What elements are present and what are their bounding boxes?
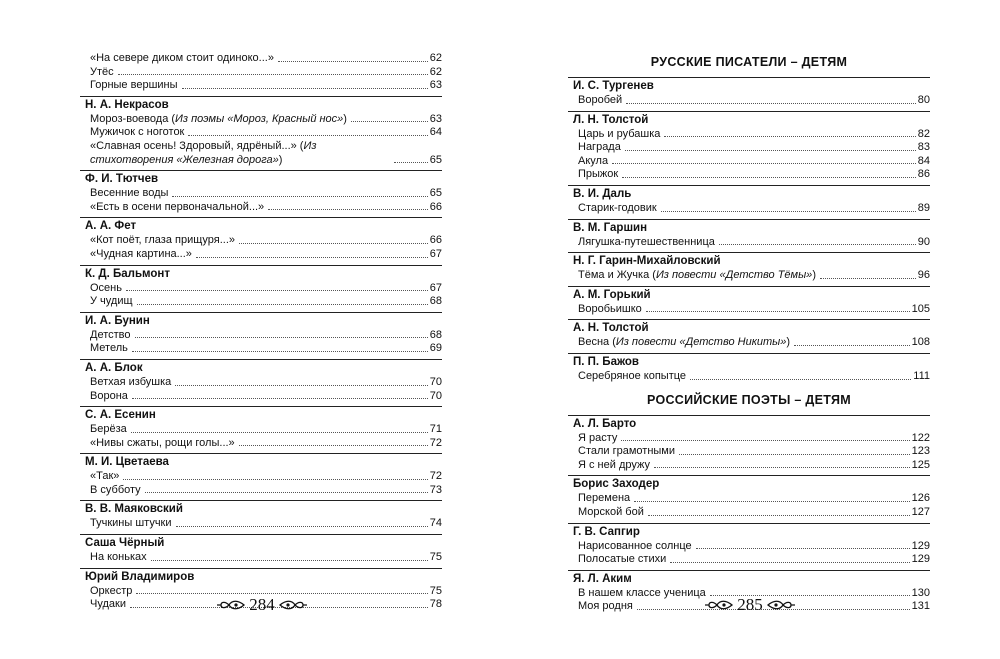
toc-entry bbox=[568, 459, 930, 473]
dot-leader bbox=[196, 257, 428, 258]
entry-page-number: 73 bbox=[429, 483, 442, 496]
author-name: А. А. Блок bbox=[80, 359, 442, 376]
entry-title: Нарисованное солнце bbox=[578, 539, 692, 552]
author-name: П. П. Бажов bbox=[568, 353, 930, 370]
toc-entry bbox=[80, 126, 442, 140]
dot-leader bbox=[268, 209, 428, 210]
entry-title bbox=[90, 140, 390, 167]
author-name: Л. Н. Толстой bbox=[568, 111, 930, 128]
toc-entry bbox=[80, 423, 442, 437]
entry-page-number: 65 bbox=[429, 153, 442, 166]
entry-title: «Нивы сжаты, рощи голы...» bbox=[90, 436, 235, 449]
dot-leader bbox=[794, 345, 910, 346]
entry-page-number: 123 bbox=[911, 445, 930, 458]
entry-title: Я расту bbox=[578, 431, 618, 444]
entry-page-number: 67 bbox=[429, 281, 442, 294]
dot-leader bbox=[626, 103, 916, 104]
entry-page-number: 83 bbox=[917, 141, 930, 154]
entry-page-number: 62 bbox=[429, 65, 442, 78]
entry-page-number: 70 bbox=[429, 375, 442, 388]
entry-title: Весенние воды bbox=[90, 187, 169, 200]
dot-leader bbox=[625, 150, 916, 151]
section-heading: РОССИЙСКИЕ ПОЭТЫ – ДЕТЯМ bbox=[646, 392, 852, 407]
dot-leader bbox=[394, 162, 428, 163]
author-name: А. Л. Барто bbox=[568, 415, 930, 432]
dot-leader bbox=[239, 445, 428, 446]
author-name: Саша Чёрный bbox=[80, 534, 442, 551]
entry-title-part: ) bbox=[786, 336, 791, 349]
entry-title-part: ) bbox=[343, 112, 347, 125]
author-block bbox=[80, 50, 442, 93]
author-block bbox=[568, 252, 930, 283]
toc-entry bbox=[568, 155, 930, 169]
entry-title bbox=[90, 113, 347, 127]
entry-title: В нашем классе ученица bbox=[578, 586, 706, 599]
dot-leader bbox=[137, 304, 428, 305]
entry-title: В субботу bbox=[90, 483, 141, 496]
toc-entry bbox=[568, 370, 930, 384]
dot-leader bbox=[719, 244, 916, 245]
dot-leader bbox=[172, 196, 427, 197]
toc-entry bbox=[568, 94, 930, 108]
dot-leader bbox=[176, 526, 428, 527]
entry-page-number: 127 bbox=[911, 505, 930, 518]
entry-page-number: 71 bbox=[429, 423, 442, 436]
entry-page-number: 68 bbox=[429, 328, 442, 341]
entry-title-part: ) bbox=[812, 269, 816, 282]
entry-title: Морской бой bbox=[578, 505, 644, 518]
dot-leader bbox=[132, 398, 428, 399]
entry-title-part: Весна ( bbox=[578, 336, 616, 349]
toc-entry bbox=[568, 168, 930, 182]
toc-entry bbox=[80, 66, 442, 80]
entry-title: Стали грамотными bbox=[578, 445, 676, 458]
entry-page-number: 108 bbox=[911, 336, 930, 349]
toc-entry bbox=[80, 201, 442, 215]
toc-entry bbox=[568, 553, 930, 567]
toc-entry bbox=[80, 187, 442, 201]
entry-title: Осень bbox=[90, 281, 122, 294]
dot-leader bbox=[132, 351, 428, 352]
entry-source-italic: Из поэмы «Мороз, Красный нос» bbox=[175, 112, 344, 125]
author-block bbox=[80, 96, 442, 167]
entry-title: «Так» bbox=[90, 470, 120, 483]
entry-title: Оркестр bbox=[90, 584, 133, 597]
dot-leader bbox=[621, 440, 909, 441]
entry-title-part: Тёма и Жучка ( bbox=[578, 269, 656, 282]
author-block bbox=[80, 217, 442, 261]
dot-leader bbox=[661, 211, 916, 212]
toc-entry bbox=[568, 303, 930, 317]
entry-title: Ворона bbox=[90, 389, 128, 402]
author-block bbox=[568, 319, 930, 350]
toc-entry bbox=[568, 236, 930, 250]
dot-leader bbox=[131, 432, 428, 433]
toc-entry bbox=[568, 202, 930, 216]
author-name: Н. А. Некрасов bbox=[80, 96, 442, 113]
dot-leader bbox=[820, 278, 916, 279]
toc-entry bbox=[568, 492, 930, 506]
author-name: А. М. Горький bbox=[568, 286, 930, 303]
entry-page-number: 68 bbox=[429, 295, 442, 308]
entry-title: Горные вершины bbox=[90, 79, 178, 92]
author-block bbox=[80, 170, 442, 214]
section-heading: РУССКИЕ ПИСАТЕЛИ – ДЕТЯМ bbox=[650, 55, 848, 69]
ornament-left-icon bbox=[216, 598, 246, 612]
author-block bbox=[80, 500, 442, 531]
toc-entry bbox=[80, 52, 442, 66]
author-name: Я. Л. Аким bbox=[568, 570, 930, 587]
entry-page-number: 72 bbox=[429, 470, 442, 483]
entry-title: У чудищ bbox=[90, 295, 133, 308]
entry-page-number: 75 bbox=[429, 584, 442, 597]
dot-leader bbox=[634, 501, 910, 502]
toc-entry bbox=[80, 79, 442, 93]
author-block bbox=[80, 312, 442, 356]
dot-leader bbox=[654, 467, 910, 468]
toc-entry bbox=[568, 269, 930, 283]
entry-title-part: ) bbox=[278, 153, 283, 166]
entry-title: Серебряное копытце bbox=[578, 369, 687, 382]
author-block bbox=[80, 359, 442, 403]
page-number: 285 bbox=[737, 595, 763, 614]
entry-page-number: 78 bbox=[429, 598, 442, 611]
dot-leader bbox=[175, 385, 427, 386]
entry-page-number: 63 bbox=[429, 112, 442, 125]
author-block bbox=[568, 475, 930, 519]
entry-title: Царь и рубашка bbox=[578, 127, 661, 140]
author-name: Г. В. Сапгир bbox=[568, 523, 930, 540]
entry-page-number: 69 bbox=[429, 342, 442, 355]
author-block bbox=[568, 111, 930, 182]
author-name: В. М. Гаршин bbox=[568, 219, 930, 236]
entry-title: Берёза bbox=[90, 423, 127, 436]
entry-page-number: 74 bbox=[429, 517, 442, 530]
entry-title: Чудаки bbox=[90, 598, 126, 611]
entry-page-number: 75 bbox=[429, 551, 442, 564]
toc-entry bbox=[80, 113, 442, 127]
ornament-right-icon bbox=[766, 598, 796, 612]
entry-source-italic: Из повести «Детство Тёмы» bbox=[655, 269, 813, 282]
entry-source-italic: Из стихотворения «Железная дорога» bbox=[90, 139, 317, 166]
toc-entry bbox=[80, 470, 442, 484]
toc-entry bbox=[568, 141, 930, 155]
left-page-folio bbox=[212, 594, 312, 616]
dot-leader bbox=[648, 515, 910, 516]
toc-entry bbox=[80, 376, 442, 390]
author-name: Н. Г. Гарин-Михайловский bbox=[568, 252, 930, 269]
toc-entry bbox=[80, 140, 442, 167]
entry-source-italic: Из повести «Детство Никиты» bbox=[615, 336, 787, 349]
entry-title: Перемена bbox=[578, 492, 631, 505]
author-block bbox=[80, 406, 442, 450]
entry-title: Я с ней дружу bbox=[578, 458, 650, 471]
toc-entry bbox=[568, 445, 930, 459]
dot-leader bbox=[151, 560, 428, 561]
entry-page-number: 70 bbox=[429, 389, 442, 402]
entry-title: На коньках bbox=[90, 551, 147, 564]
author-block bbox=[568, 185, 930, 216]
entry-page-number: 84 bbox=[917, 154, 930, 167]
entry-title: «Чудная картина...» bbox=[90, 247, 192, 260]
entry-page-number: 82 bbox=[917, 127, 930, 140]
dot-leader bbox=[182, 88, 428, 89]
right-page-folio bbox=[700, 594, 800, 616]
dot-leader bbox=[135, 337, 428, 338]
entry-page-number: 129 bbox=[911, 539, 930, 552]
ornament-left-icon bbox=[704, 598, 734, 612]
entry-title bbox=[578, 269, 816, 283]
entry-page-number: 90 bbox=[917, 235, 930, 248]
entry-title: Награда bbox=[578, 141, 621, 154]
entry-page-number: 72 bbox=[429, 436, 442, 449]
entry-title: Детство bbox=[90, 328, 131, 341]
author-name: В. В. Маяковский bbox=[80, 500, 442, 517]
toc-entry bbox=[568, 336, 930, 350]
dot-leader bbox=[696, 548, 910, 549]
toc-entry bbox=[80, 248, 442, 262]
dot-leader bbox=[664, 136, 915, 137]
entry-page-number: 130 bbox=[911, 586, 930, 599]
entry-title: Утёс bbox=[90, 65, 114, 78]
author-block bbox=[568, 219, 930, 250]
entry-page-number: 125 bbox=[911, 458, 930, 471]
entry-title: Воробьишко bbox=[578, 302, 642, 315]
dot-leader bbox=[679, 454, 910, 455]
dot-leader bbox=[351, 121, 428, 122]
dot-leader bbox=[670, 562, 909, 563]
entry-title: Моя родня bbox=[578, 600, 633, 613]
ornament-right-icon bbox=[278, 598, 308, 612]
author-name: А. А. Фет bbox=[80, 217, 442, 234]
toc-entry bbox=[80, 329, 442, 343]
toc-entry bbox=[568, 128, 930, 142]
entry-page-number: 96 bbox=[917, 269, 930, 282]
toc-entry bbox=[568, 506, 930, 520]
author-name: Юрий Владимиров bbox=[80, 568, 442, 585]
entry-title: «Кот поёт, глаза прищуря...» bbox=[90, 234, 236, 247]
toc-entry bbox=[80, 517, 442, 531]
entry-page-number: 63 bbox=[429, 79, 442, 92]
entry-title: Полосатые стихи bbox=[578, 553, 667, 566]
page-number: 284 bbox=[249, 595, 275, 614]
entry-title: Мужичок с ноготок bbox=[90, 126, 185, 139]
author-name: М. И. Цветаева bbox=[80, 453, 442, 470]
entry-page-number: 64 bbox=[429, 126, 442, 139]
author-block bbox=[80, 534, 442, 565]
author-block bbox=[80, 265, 442, 309]
author-name: Борис Заходер bbox=[568, 475, 930, 492]
author-name: К. Д. Бальмонт bbox=[80, 265, 442, 282]
toc-entry bbox=[80, 437, 442, 451]
entry-page-number: 129 bbox=[911, 553, 930, 566]
dot-leader bbox=[612, 163, 916, 164]
entry-page-number: 80 bbox=[917, 94, 930, 106]
author-block bbox=[568, 286, 930, 317]
entry-page-number: 89 bbox=[917, 201, 930, 214]
entry-title-part: Мороз-воевода ( bbox=[90, 112, 176, 125]
author-name: И. А. Бунин bbox=[80, 312, 442, 329]
toc-entry bbox=[568, 432, 930, 446]
entry-title: Прыжок bbox=[578, 168, 619, 181]
entry-title bbox=[578, 336, 790, 350]
toc-entry bbox=[80, 282, 442, 296]
dot-leader bbox=[239, 243, 428, 244]
entry-title: Ветхая избушка bbox=[90, 375, 172, 388]
entry-page-number: 65 bbox=[429, 187, 442, 200]
author-block bbox=[568, 523, 930, 567]
dot-leader bbox=[278, 61, 428, 62]
toc-entry bbox=[80, 295, 442, 309]
right-page-contents bbox=[568, 50, 930, 617]
dot-leader bbox=[622, 177, 916, 178]
entry-page-number: 126 bbox=[911, 492, 930, 505]
entry-page-number: 111 bbox=[913, 369, 930, 382]
author-block bbox=[568, 415, 930, 473]
toc-entry bbox=[80, 234, 442, 248]
dot-leader bbox=[123, 479, 427, 480]
author-block bbox=[568, 77, 930, 108]
entry-title: «Есть в осени первоначальной...» bbox=[90, 200, 265, 213]
entry-title-part: «Славная осень! Здоровый, ядрёный...» ( bbox=[90, 139, 304, 152]
toc-entry bbox=[80, 342, 442, 356]
entry-page-number: 86 bbox=[917, 168, 930, 181]
entry-title: Старик-годовик bbox=[578, 201, 657, 214]
author-name: С. А. Есенин bbox=[80, 406, 442, 423]
entry-page-number: 105 bbox=[911, 302, 930, 315]
dot-leader bbox=[145, 492, 428, 493]
entry-title: Тучкины штучки bbox=[90, 517, 172, 530]
entry-page-number: 67 bbox=[429, 247, 442, 260]
dot-leader bbox=[188, 135, 427, 136]
entry-title: Лягушка-путешественница bbox=[578, 235, 715, 248]
toc-entry bbox=[80, 390, 442, 404]
author-name: И. С. Тургенев bbox=[568, 77, 930, 94]
entry-page-number: 62 bbox=[429, 52, 442, 64]
entry-page-number: 131 bbox=[911, 600, 930, 613]
toc-entry bbox=[568, 540, 930, 554]
author-name: В. И. Даль bbox=[568, 185, 930, 202]
author-block bbox=[80, 453, 442, 497]
entry-title: Воробей bbox=[578, 94, 623, 106]
dot-leader bbox=[118, 74, 428, 75]
dot-leader bbox=[690, 379, 911, 380]
entry-title: «На севере диком стоит одиноко...» bbox=[90, 52, 274, 64]
toc-entry bbox=[80, 484, 442, 498]
dot-leader bbox=[126, 290, 428, 291]
entry-title: Метель bbox=[90, 342, 128, 355]
author-name: А. Н. Толстой bbox=[568, 319, 930, 336]
author-block bbox=[568, 353, 930, 384]
entry-page-number: 66 bbox=[429, 234, 442, 247]
left-page-contents bbox=[80, 50, 442, 615]
entry-page-number: 66 bbox=[429, 200, 442, 213]
author-name: Ф. И. Тютчев bbox=[80, 170, 442, 187]
dot-leader bbox=[646, 311, 910, 312]
entry-page-number: 122 bbox=[911, 431, 930, 444]
toc-entry bbox=[80, 551, 442, 565]
entry-title: Акула bbox=[578, 154, 609, 167]
